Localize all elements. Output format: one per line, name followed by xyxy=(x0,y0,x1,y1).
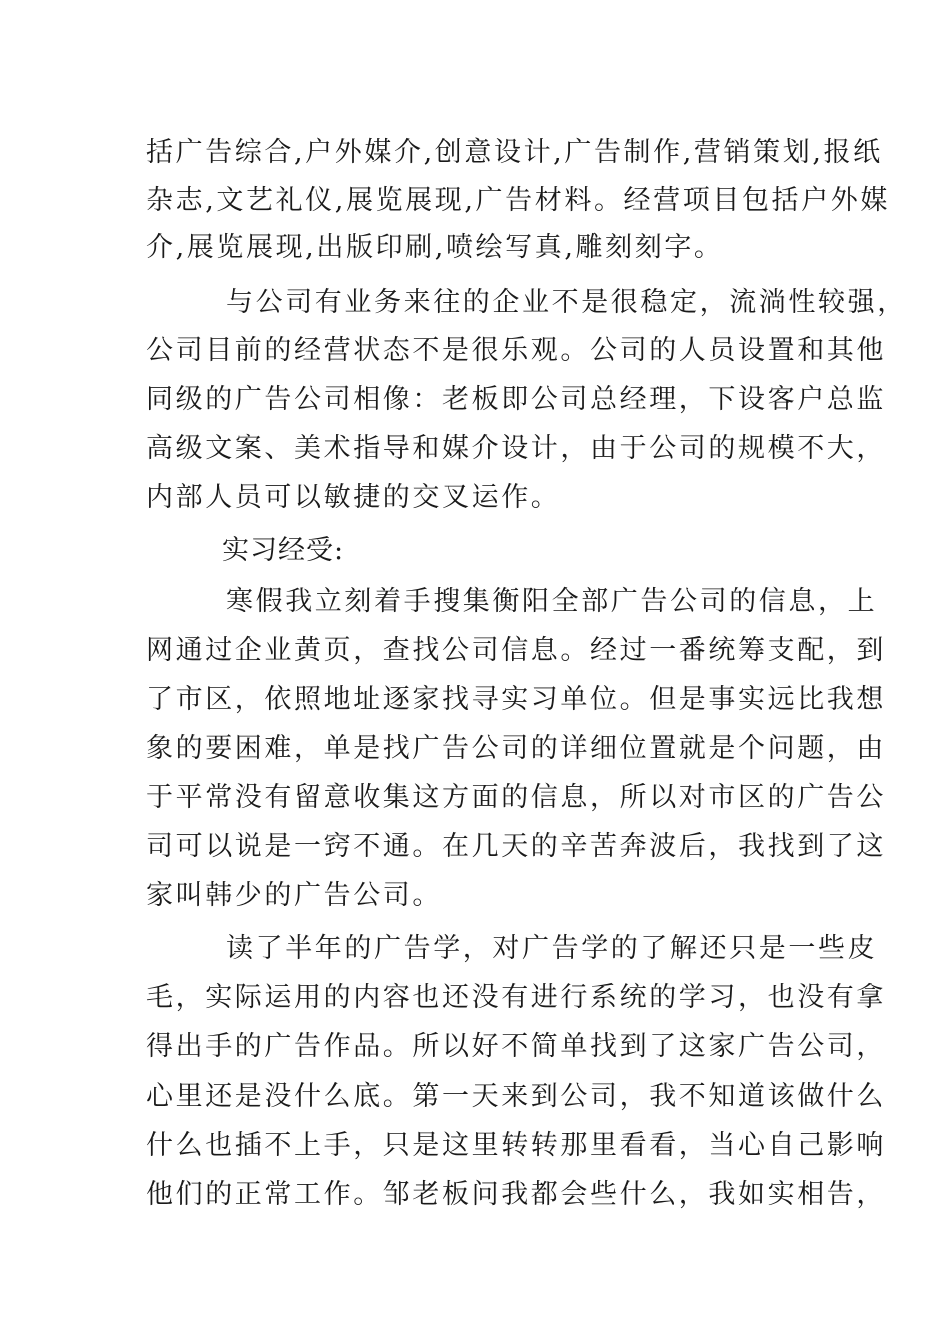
text-line: 同级的广告公司相像：老板即公司总经理，下设客户总监 xyxy=(146,384,886,415)
text-line: 毛，实际运用的内容也还没有进行系统的学习，也没有拿 xyxy=(146,982,886,1013)
paragraph-first-line: 与公司有业务来往的企业不是很稳定，流淌性较强， xyxy=(226,287,907,318)
text-line: 什么也插不上手，只是这里转转那里看看，当心自己影响 xyxy=(146,1130,886,1161)
text-line: 公司目前的经营状态不是很乐观。公司的人员设置和其他 xyxy=(146,335,886,366)
text-line: 内部人员可以敏捷的交叉运作。 xyxy=(146,482,561,513)
paragraph-first-line: 寒假我立刻着手搜集衡阳全部广告公司的信息，上 xyxy=(226,586,878,617)
text-line: 心里还是没什么底。第一天来到公司，我不知道该做什么 xyxy=(146,1081,886,1112)
text-line: 司可以说是一窍不通。在几天的辛苦奔波后，我找到了这 xyxy=(146,831,886,862)
text-line: 家叫韩少的广告公司。 xyxy=(146,880,442,911)
section-heading: 实习经受: xyxy=(222,535,345,566)
text-line: 了市区，依照地址逐家找寻实习单位。但是事实远比我想 xyxy=(146,684,886,715)
text-line: 介,展览展现,出版印刷,喷绘写真,雕刻刻字。 xyxy=(146,232,724,263)
text-line: 象的要困难，单是找广告公司的详细位置就是个问题，由 xyxy=(146,733,886,764)
text-line: 高级文案、美术指导和媒介设计，由于公司的规模不大， xyxy=(146,433,886,464)
text-line: 他们的正常工作。邹老板问我都会些什么，我如实相告， xyxy=(146,1179,886,1210)
paragraph-first-line: 读了半年的广告学，对广告学的了解还只是一些皮 xyxy=(226,933,878,964)
text-line: 括广告综合,户外媒介,创意设计,广告制作,营销策划,报纸 xyxy=(146,137,883,168)
text-line: 于平常没有留意收集这方面的信息，所以对市区的广告公 xyxy=(146,782,886,813)
text-line: 杂志,文艺礼仪,展览展现,广告材料。经营项目包括户外媒 xyxy=(146,185,890,216)
text-line: 得出手的广告作品。所以好不简单找到了这家广告公司， xyxy=(146,1031,886,1062)
text-line: 网通过企业黄页，查找公司信息。经过一番统筹支配，到 xyxy=(146,635,886,666)
